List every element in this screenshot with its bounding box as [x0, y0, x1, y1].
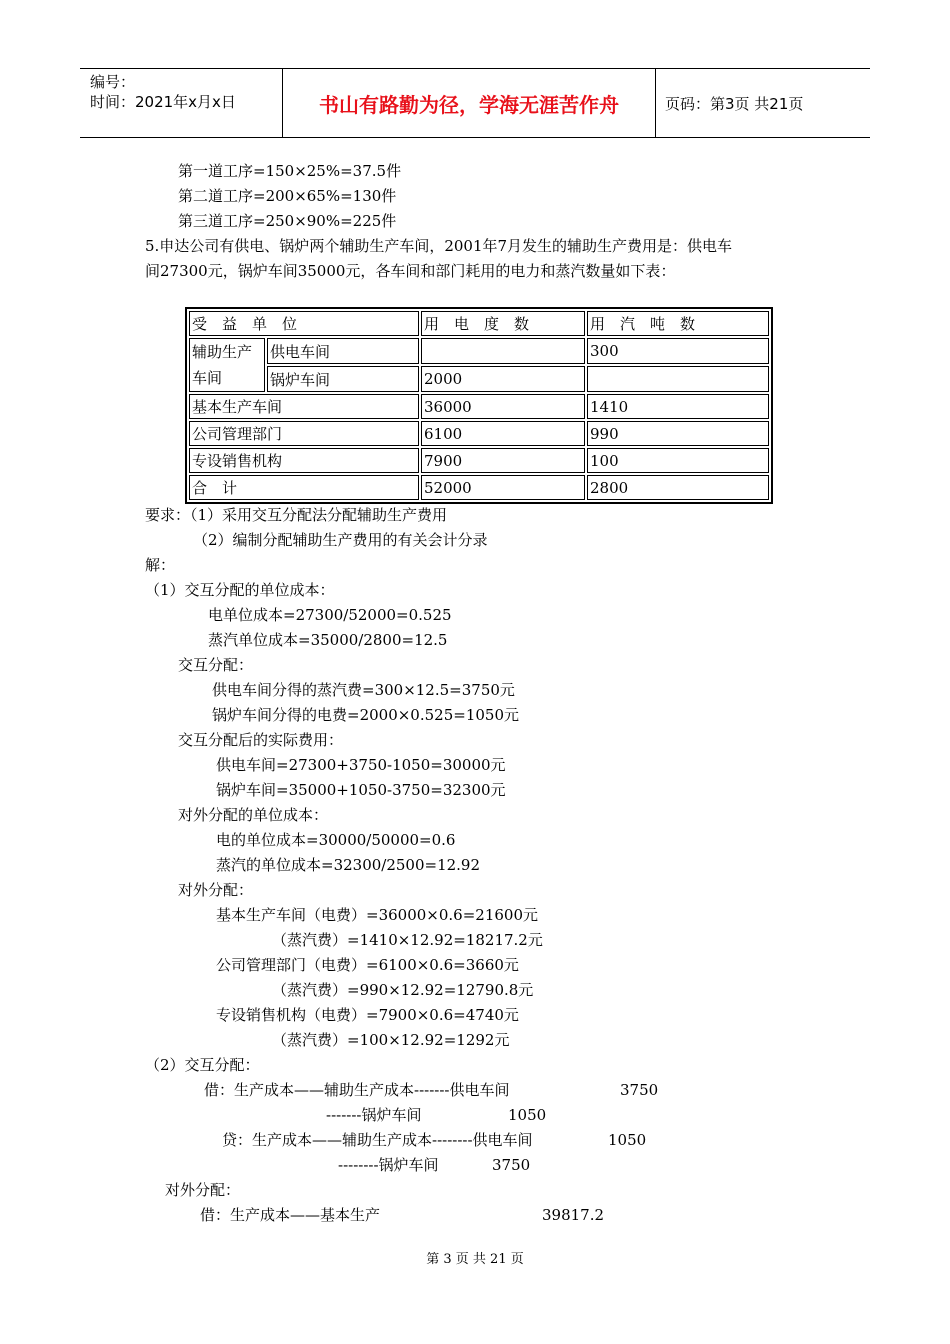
journal-amount: 1050 — [508, 1106, 547, 1124]
question-text: 5.申达公司有供电、锅炉两个辅助生产车间，2001年7月发生的辅助生产费用是：供电车 — [145, 237, 733, 255]
table-row — [189, 366, 769, 392]
text-line: 电单位成本=27300/52000=0.525 — [208, 606, 452, 624]
header-meta — [90, 72, 236, 112]
page-header — [80, 68, 870, 138]
text-line: 供电车间=27300+3750-1050=30000元 — [216, 756, 506, 774]
table-cell: 2000 — [421, 366, 585, 392]
table-cell: 锅炉车间 — [267, 366, 419, 392]
table-cell: 基本生产车间 — [189, 394, 419, 419]
table-total-row — [189, 475, 769, 500]
group-label-line: 车间 — [192, 369, 223, 387]
text-line: 供电车间分得的蒸汽费=300×12.5=3750元 — [212, 681, 515, 699]
text-line: 锅炉车间分得的电费=2000×0.525=1050元 — [212, 706, 519, 724]
table-cell: 公司管理部门 — [189, 421, 419, 446]
group-label-cell — [189, 338, 265, 392]
page-footer: 第 3 页 共 21 页 — [426, 1252, 524, 1267]
text-line: 交互分配后的实际费用： — [178, 731, 344, 749]
text-line: 公司管理部门（电费）=6100×0.6=3660元 — [216, 956, 519, 974]
header-motto: 书山有路勤为径，学海无涯苦作舟 — [319, 92, 619, 117]
journal-amount: 3750 — [620, 1081, 659, 1099]
text-line: 蒸汽的单位成本=32300/2500=12.92 — [216, 856, 481, 874]
consumption-table — [185, 307, 773, 504]
table-cell: 2800 — [587, 475, 769, 500]
journal-entry: -------锅炉车间 — [326, 1106, 422, 1124]
solution-label: 解： — [145, 556, 176, 574]
table-cell: 6100 — [421, 421, 585, 446]
journal-entry: 借：生产成本——辅助生产成本-------供电车间 — [204, 1081, 510, 1099]
text-line: 第一道工序=150×25%=37.5件 — [178, 162, 402, 180]
journal-amount: 3750 — [492, 1156, 531, 1174]
table-cell: 专设销售机构 — [189, 448, 419, 473]
text-line: 对外分配： — [178, 881, 254, 899]
table-cell: 合 计 — [189, 475, 419, 500]
table-cell: 100 — [587, 448, 769, 473]
table-row — [189, 338, 769, 364]
text-line: 第二道工序=200×65%=130件 — [178, 187, 397, 205]
doc-number-label: 编号： — [90, 73, 136, 91]
journal-entry: 贷：生产成本——辅助生产成本--------供电车间 — [222, 1131, 533, 1149]
text-line: （蒸汽费）=990×12.92=12790.8元 — [272, 981, 534, 999]
table-cell: 990 — [587, 421, 769, 446]
table-cell: 36000 — [421, 394, 585, 419]
table-cell: 52000 — [421, 475, 585, 500]
header-page-number: 页码：第3页 共21页 — [665, 95, 804, 113]
table-header-row — [189, 311, 769, 336]
text-line: （蒸汽费）=100×12.92=1292元 — [272, 1031, 510, 1049]
table-cell: 300 — [587, 338, 769, 364]
journal-amount: 1050 — [608, 1131, 647, 1149]
question-text: 间27300元，锅炉车间35000元，各车间和部门耗用的电力和蒸汽数量如下表： — [145, 262, 676, 280]
text-line: （2）交互分配： — [145, 1056, 260, 1074]
table-cell: 供电车间 — [267, 338, 419, 364]
text-line: 交互分配： — [178, 656, 254, 674]
journal-entry: 借：生产成本——基本生产 — [200, 1206, 381, 1224]
text-line: 基本生产车间（电费）=36000×0.6=21600元 — [216, 906, 538, 924]
group-label-line: 辅助生产 — [192, 343, 253, 361]
text-line: 专设销售机构（电费）=7900×0.6=4740元 — [216, 1006, 519, 1024]
doc-date-label: 时间：2021年x月x日 — [90, 93, 236, 111]
text-line: 第三道工序=250×90%=225件 — [178, 212, 397, 230]
table-cell — [421, 338, 585, 364]
table-cell — [587, 366, 769, 392]
text-line: 蒸汽单位成本=35000/2800=12.5 — [208, 631, 448, 649]
table-header-cell: 受 益 单 位 — [189, 311, 419, 336]
text-line: 对外分配的单位成本： — [178, 806, 329, 824]
journal-amount: 39817.2 — [542, 1206, 605, 1224]
header-divider — [655, 69, 656, 137]
journal-entry: --------锅炉车间 — [338, 1156, 439, 1174]
table-header-cell: 用 电 度 数 — [421, 311, 585, 336]
text-line: 对外分配： — [165, 1181, 241, 1199]
text-line: 电的单位成本=30000/50000=0.6 — [216, 831, 456, 849]
table-row — [189, 448, 769, 473]
text-line: 锅炉车间=35000+1050-3750=32300元 — [216, 781, 506, 799]
requirement-text: 要求：（1）采用交互分配法分配辅助生产费用 — [145, 506, 448, 524]
table-cell: 1410 — [587, 394, 769, 419]
table-row — [189, 421, 769, 446]
text-line: （蒸汽费）=1410×12.92=18217.2元 — [272, 931, 543, 949]
table-header-cell: 用 汽 吨 数 — [587, 311, 769, 336]
table-cell: 7900 — [421, 448, 585, 473]
table-row — [189, 394, 769, 419]
text-line: （1）交互分配的单位成本： — [145, 581, 335, 599]
requirement-text: （2）编制分配辅助生产费用的有关会计分录 — [193, 531, 488, 549]
